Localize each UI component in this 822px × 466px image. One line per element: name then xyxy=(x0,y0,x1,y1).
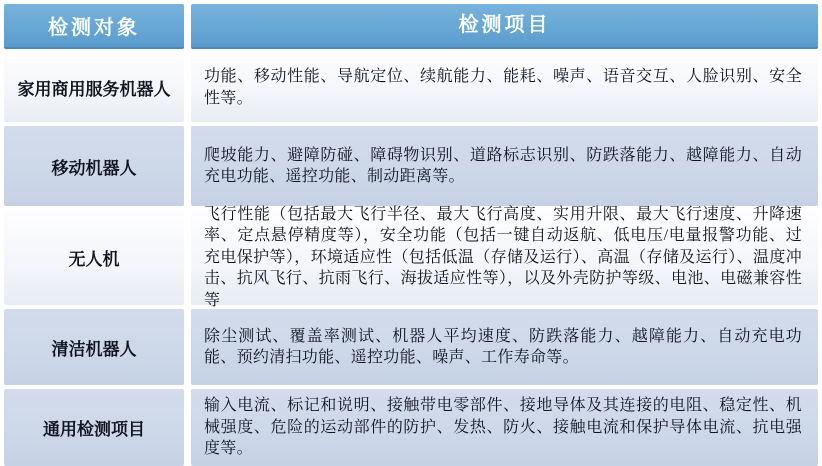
row-items-cleaning-robot: 除尘测试、覆盖率测试、机器人平均速度、防跌落能力、越障能力、自动充电功能、预约清扫功能、遥控功能、噪声、工作寿命等。 xyxy=(191,309,818,385)
column-header-items: 检测项目 xyxy=(191,4,818,49)
row-items-mobile-robot: 爬坡能力、避障防碰、障碍物识别、道路标志识别、防跌落能力、越障能力、自动充电功能、遥控功能、制动距离等。 xyxy=(191,126,818,206)
row-object-mobile-robot: 移动机器人 xyxy=(4,126,184,206)
row-items-drone: 飞行性能（包括最大飞行半径、最大飞行高度、实用升限、最大飞行速度、升降速率、定点悬停精度等），安全功能（包括一键自动返航、低电压/电量报警功能、过充电保护等），环境适应性（包括低温（存储及运行）、高温（存储及运行）、温度冲击、抗风飞行、抗雨飞行、海拔适应性等），以及外壳防护等级、电池、电磁兼容性等 xyxy=(191,210,818,305)
row-object-drone: 无人机 xyxy=(4,210,184,305)
row-object-general-items: 通用检测项目 xyxy=(4,389,184,466)
table-row xyxy=(4,309,818,385)
table-row xyxy=(4,126,818,206)
row-items-home-service-robot: 功能、移动性能、导航定位、续航能力、能耗、噪声、语音交互、人脸识别、安全性等。 xyxy=(191,53,818,122)
column-header-object: 检测对象 xyxy=(4,4,184,49)
row-object-home-service-robot: 家用商用服务机器人 xyxy=(4,53,184,122)
table-row xyxy=(4,53,818,122)
table-row xyxy=(4,205,818,309)
row-items-general-items: 输入电流、标记和说明、接触带电零部件、接地导体及其连接的电阻、稳定性、机械强度、危险的运动部件的防护、发热、防火、接触电流和保护导体电流、抗电强度等。 xyxy=(191,389,818,466)
table-header-row xyxy=(4,4,818,49)
row-object-cleaning-robot: 清洁机器人 xyxy=(4,309,184,385)
table-row xyxy=(4,389,818,466)
